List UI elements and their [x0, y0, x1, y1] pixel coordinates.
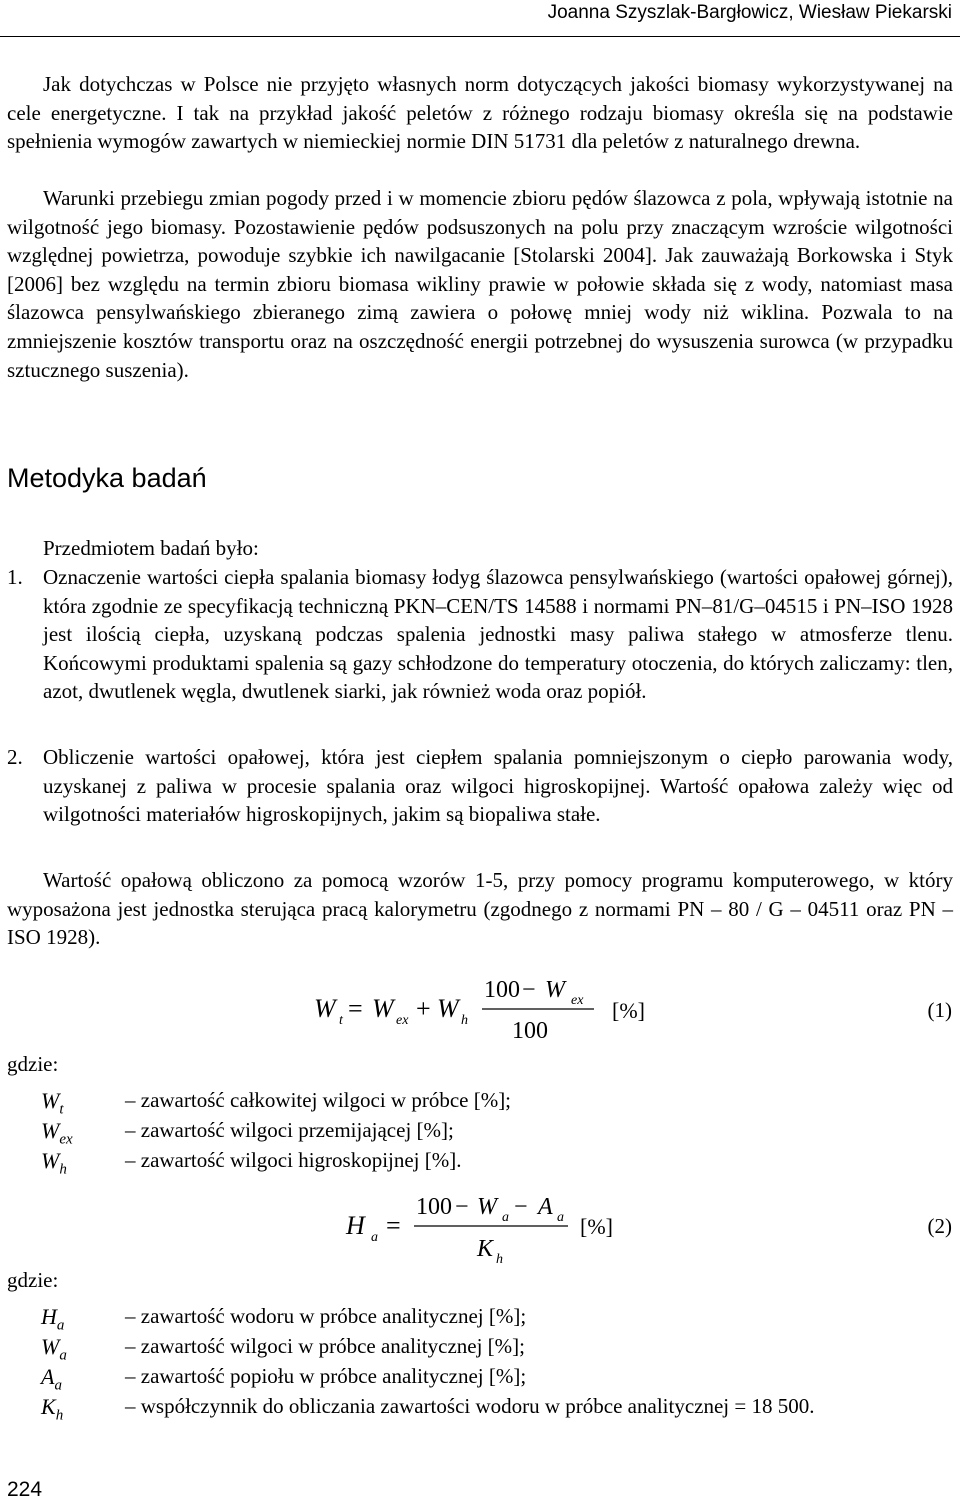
svg-text:h: h — [496, 1252, 503, 1266]
definition-text: – zawartość całkowitej wilgoci w próbce [%]; — [125, 1088, 512, 1112]
list-item — [7, 743, 953, 829]
svg-text:K: K — [477, 1236, 494, 1262]
where-label: gdzie: — [7, 1268, 59, 1292]
definition-row — [7, 1364, 953, 1394]
section-heading: Metodyka badań — [7, 463, 207, 493]
svg-text:−: − — [455, 1194, 469, 1220]
svg-text:a: a — [557, 1210, 564, 1225]
definition-row — [7, 1304, 953, 1334]
equation-2-formula — [0, 1186, 960, 1266]
definitions-1 — [7, 1052, 953, 1178]
definition-symbol: $W_h$ — [41, 1148, 67, 1178]
eq2-numerator-constant: 100 — [416, 1194, 452, 1220]
paragraph-moisture: Warunki przebiegu zmian pogody przed i w momencie zbioru pędów ślazowca z pola, wpływają istotnie na wilgotność jego biomasy. Pozostawienie pędów podsuszonych na polu przy znaczącym wzroście wilgotności względnej powietrza, powoduje szybkie ich nawilgacanie [Stolarski 2004]. Jak zauważają Borkowska i Styk [2006] bez względu na termin zbioru biomasa wikliny prawie w połowie składa się z wody, natomiast masa ślazowca pensylwańskiego zbieranego zimą zawiera o połowę mniej wody niż wiklina. Pozwala to na zmniejszenie kosztów transportu oraz na oszczędność energii potrzebnej do wysuszenia surowca (w przypadku sztucznego suszenia). — [7, 186, 953, 382]
definition-text: – współczynnik do obliczania zawartości wodoru w próbce analitycznej = 18 500. — [125, 1394, 815, 1418]
definition-text: – zawartość wodoru w próbce analitycznej [%]; — [125, 1304, 527, 1328]
eq1-numerator-constant: 100 — [484, 977, 520, 1003]
svg-text:ex: ex — [571, 993, 584, 1008]
definition-symbol: $K_h$ — [41, 1394, 64, 1424]
eq1-denominator: 100 — [512, 1018, 548, 1044]
list-item — [7, 563, 953, 706]
svg-text:W: W — [477, 1194, 497, 1220]
where-label: gdzie: — [7, 1052, 59, 1076]
svg-text:W: W — [545, 977, 565, 1003]
svg-text:W: W — [372, 994, 394, 1023]
equation-1-number: (1) — [927, 998, 952, 1022]
equation-1-formula — [0, 970, 960, 1050]
definitions-2 — [7, 1268, 953, 1424]
svg-text:W: W — [314, 994, 336, 1023]
equation-2 — [0, 1186, 960, 1266]
eq1-unit: [%] — [612, 998, 645, 1023]
svg-text:h: h — [461, 1013, 468, 1028]
definition-text: – zawartość wilgoci higroskopijnej [%]. — [125, 1148, 462, 1172]
svg-text:−: − — [522, 977, 536, 1003]
definition-symbol: $W_{ex}$ — [41, 1118, 73, 1148]
definition-row — [7, 1334, 953, 1364]
svg-text:a: a — [371, 1230, 378, 1245]
svg-text:=: = — [386, 1211, 401, 1240]
paragraph-calculation: Wartość opałową obliczono za pomocą wzorów 1-5, przy pomocy programu komputerowego, w który wyposażona jest jednostka sterująca pracą kalorymetru (zgodnego z normami PN – 80 / G – 04511 oraz PN – ISO 1928). — [7, 868, 953, 950]
definition-row — [7, 1148, 953, 1178]
definition-symbol: $W_a$ — [41, 1334, 67, 1364]
list-item-number: 2. — [7, 745, 23, 769]
definition-symbol: $A_a$ — [41, 1364, 62, 1394]
svg-text:a: a — [502, 1210, 509, 1225]
definition-row — [7, 1394, 953, 1424]
definition-row — [7, 1088, 953, 1118]
definition-row — [7, 1118, 953, 1148]
paragraph-subject-intro: Przedmiotem badań było: — [43, 536, 259, 560]
equation-2-number: (2) — [927, 1214, 952, 1238]
svg-text:+: + — [416, 994, 431, 1023]
equation-1 — [0, 970, 960, 1050]
svg-text:t: t — [339, 1013, 343, 1028]
running-header: Joanna Szyszlak-Bargłowicz, Wiesław Piekarski — [547, 2, 952, 23]
header-rule — [0, 36, 960, 37]
paragraph-standards: Jak dotychczas w Polsce nie przyjęto własnych norm dotyczących jakości biomasy wykorzystywanej na cele energetyczne. I tak na przykład jakość peletów z różnego rodzaju biomasy określa się na podstawie spełnienia wymogów zawartych w niemieckiej normie DIN 51731 dla peletów z naturalnego drewna. — [7, 72, 953, 154]
definition-text: – zawartość wilgoci przemijającej [%]; — [125, 1118, 454, 1142]
list-item-number: 1. — [7, 565, 23, 589]
definition-text: – zawartość popiołu w próbce analitycznej [%]; — [125, 1364, 527, 1388]
svg-text:A: A — [538, 1194, 553, 1220]
eq2-unit: [%] — [580, 1214, 613, 1239]
definition-text: – zawartość wilgoci w próbce analitycznej [%]; — [125, 1334, 525, 1358]
svg-text:H: H — [346, 1211, 365, 1240]
svg-text:=: = — [348, 994, 363, 1023]
svg-text:ex: ex — [396, 1013, 409, 1028]
page-number: 224 — [7, 1478, 43, 1501]
svg-text:−: − — [514, 1194, 528, 1220]
list-item-text: Obliczenie wartości opałowej, która jest ciepłem spalania pomniejszonym o ciepło parowania wody, uzyskanej z paliwa w procesie spalania oraz wilgoci higroskopijnej. Wartość opałowa zależy więc od wilgotności materiałów higroskopijnych, jakim są biopaliwa stałe. — [43, 745, 953, 827]
svg-text:W: W — [437, 994, 459, 1023]
definition-symbol: $W_t$ — [41, 1088, 64, 1118]
list-item-text: Oznaczenie wartości ciepła spalania biomasy łodyg ślazowca pensylwańskiego (wartości opałowej górnej), która zgodnie ze specyfikacją techniczną PKN–CEN/TS 14588 i normami PN–81/G–04515 i PN–ISO 1928 jest ilością ciepła, uzyskaną podczas spalenia jednostki masy paliwa stałego w atmosferze tlenu. Końcowymi produktami spalenia są gazy schłodzone do temperatury otoczenia, do których zaliczamy: tlen, azot, dwutlenek węgla, dwutlenek siarki, jak również woda oraz popiół. — [43, 565, 953, 704]
definition-symbol: $H_a$ — [41, 1304, 65, 1334]
